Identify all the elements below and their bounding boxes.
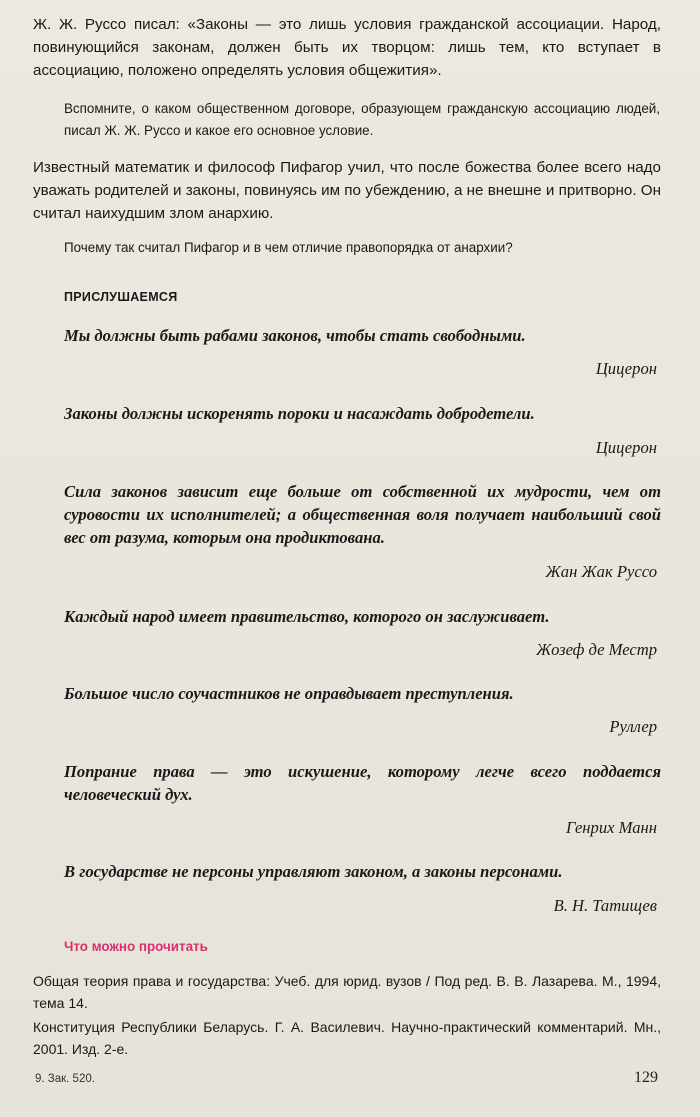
reading-title: Что можно прочитать bbox=[64, 939, 208, 954]
quote-text: Большое число соучастников не оправдывает преступления. bbox=[64, 684, 514, 703]
quote-text: В государстве не персоны управляют законом, а законы персонами. bbox=[64, 862, 563, 881]
quote-author: Генрих Манн bbox=[566, 818, 657, 837]
printer-signature: 9. Зак. 520. bbox=[35, 1073, 95, 1085]
quote-author: Жан Жак Руссо bbox=[545, 562, 657, 581]
reading-item: Конституция Республики Беларусь. Г. А. Василевич. Научно-практический комментарий. Мн., 2001. Изд. 2-е. bbox=[33, 1019, 661, 1057]
rousseau-paragraph: Ж. Ж. Руссо писал: «Законы — это лишь условия гражданской ассоциации. Народ, повинующийся законам, должен быть их творцом: лишь тем, кто вступает в ассоциацию, положено определять условия общежития». bbox=[33, 16, 661, 79]
page-number: 129 bbox=[634, 1069, 658, 1086]
pythagoras-question: Почему так считал Пифагор и в чем отличие правопорядка от анархии? bbox=[64, 240, 513, 255]
quote-author: Руллер bbox=[609, 717, 657, 736]
quote-text: Попрание права — это искушение, которому легче всего поддается человеческий дух. bbox=[64, 762, 661, 804]
quote-text: Каждый народ имеет правительство, которого он заслуживает. bbox=[64, 607, 550, 626]
quote-text: Сила законов зависит еще больше от собственной их мудрости, чем от суровости их исполнителей; а общественная воля получает наибольший свой вес от разума, которым она продиктована. bbox=[64, 482, 661, 547]
quote-author: Цицерон bbox=[595, 359, 657, 378]
pythagoras-paragraph: Известный математик и философ Пифагор учил, что после божества более всего надо уважать родителей и законы, повинуясь им по убеждению, а не внешне и притворно. Он считал наихудшим злом анархию. bbox=[33, 159, 661, 222]
quote-text: Мы должны быть рабами законов, чтобы стать свободными. bbox=[64, 326, 526, 345]
quote-author: Жозеф де Местр bbox=[536, 640, 657, 659]
quote-text: Законы должны искоренять пороки и насаждать добродетели. bbox=[64, 404, 535, 423]
listen-heading: ПРИСЛУШАЕМСЯ bbox=[64, 290, 178, 304]
quote-author: Цицерон bbox=[595, 438, 657, 457]
reading-item: Общая теория права и государства: Учеб. для юрид. вузов / Под ред. В. В. Лазарева. М., 1994, тема 14. bbox=[33, 973, 661, 1011]
quote-author: В. Н. Татищев bbox=[553, 896, 657, 915]
rousseau-question: Вспомните, о каком общественном договоре, образующем гражданскую ассоциацию людей, писал Ж. Ж. Руссо и какое его основное условие. bbox=[64, 101, 660, 138]
